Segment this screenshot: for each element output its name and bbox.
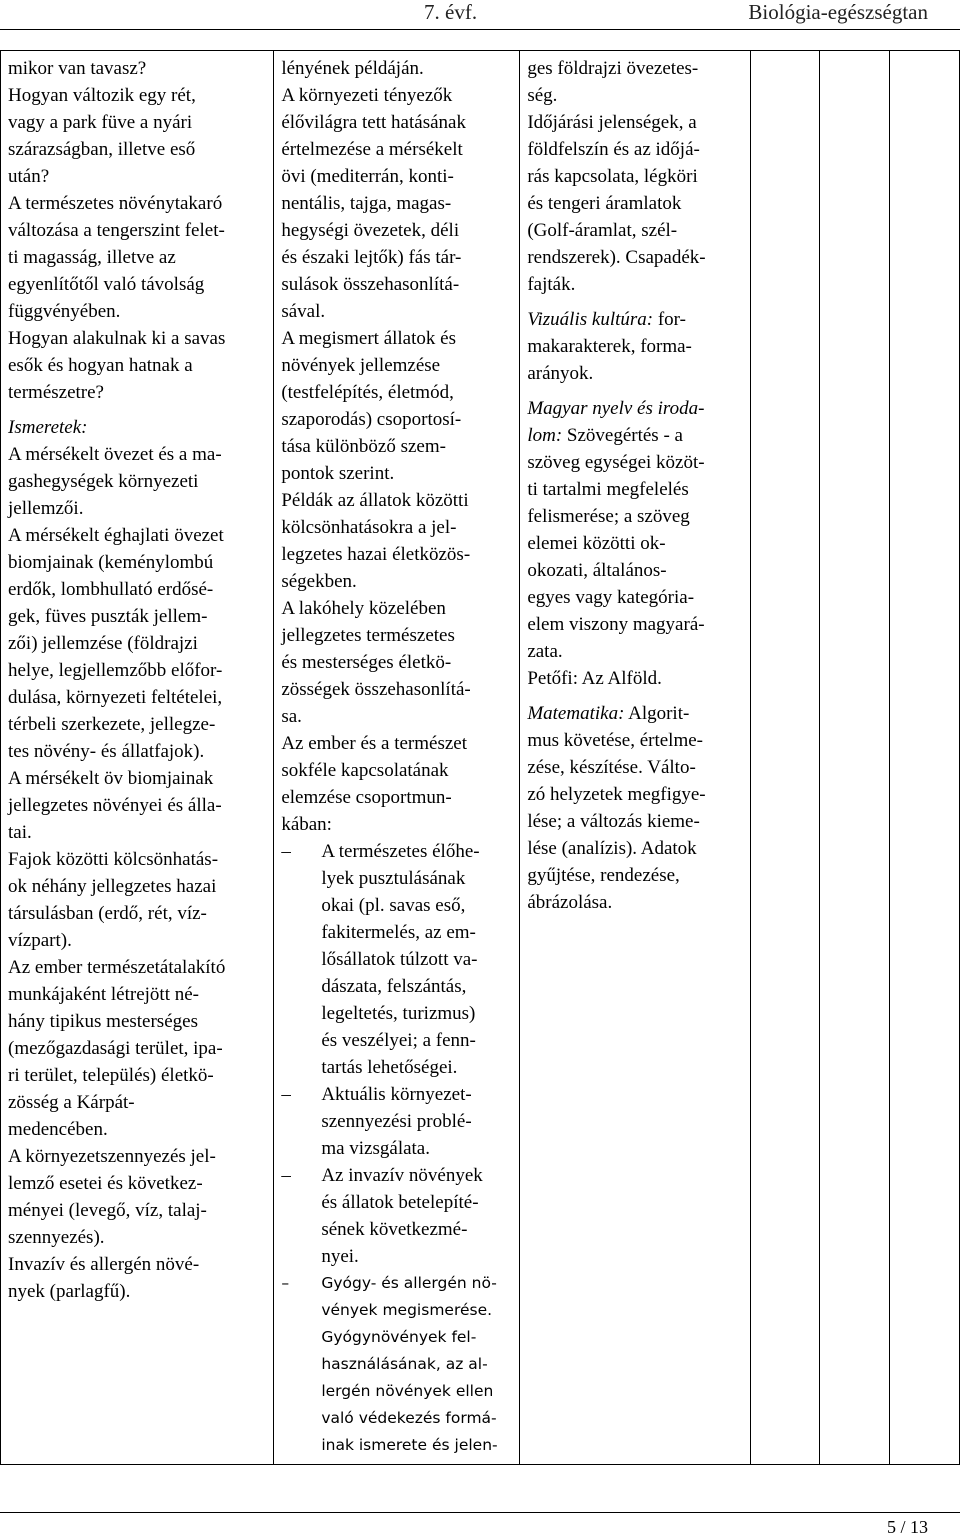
bullet-line: vények megismerése. [321, 1301, 493, 1319]
text-line: Invazív és allergén növé- [8, 1254, 200, 1275]
text-line: természetre? [8, 382, 104, 403]
text-line: A mérsékelt éghajlati övezet [8, 525, 224, 546]
text-line: A lakóhely közelében [281, 598, 446, 619]
text-line: Hogyan változik egy rét, [8, 85, 196, 106]
text-line: elemei közötti ok- [527, 533, 666, 554]
text-line: jellemzői. [8, 498, 84, 519]
text-line: gashegységek környezeti [8, 471, 199, 492]
bullet-line: legeltetés, turizmus) [321, 1003, 476, 1024]
text-line: lése; a változás kieme- [527, 811, 700, 832]
subject-label-magyar: Magyar nyelv és iroda- [527, 398, 705, 419]
bullet-line: lősállatok túlzott va- [321, 949, 478, 970]
bullet-line: szennyezési problé- [321, 1111, 472, 1132]
activities-column [274, 51, 520, 1465]
text-line: hány tipikus mesterséges [8, 1011, 198, 1032]
text-line: fajták. [527, 274, 576, 295]
bullet-line: lergén növények ellen [321, 1382, 494, 1400]
header-rule [0, 29, 960, 30]
text-line: Petőfi: Az Alföld. [527, 668, 662, 689]
text-line: Időjárási jelenségek, a [527, 112, 697, 133]
bullet-line: használásának, az al- [321, 1355, 488, 1373]
bullet-line: sének következmé- [321, 1219, 468, 1240]
text-line: szárazságban, illetve eső [8, 139, 196, 160]
text-line: földfelszín és az időjá- [527, 139, 700, 160]
footer-rule [0, 1512, 960, 1513]
connections-column [520, 51, 750, 1465]
table-row [1, 51, 960, 1465]
text-line: ges földrajzi övezetes- [527, 58, 699, 79]
text-line: szaporodás) csoportosí- [281, 409, 462, 430]
text-line: Fajok közötti kölcsönhatás- [8, 849, 219, 870]
text-line: vízpart). [8, 930, 72, 951]
text-line: for- [657, 309, 686, 330]
text-line: A természetes növénytakaró [8, 193, 223, 214]
text-line: nentális, tajga, magas- [281, 193, 452, 214]
bullet-line: és veszélyei; a fenn- [321, 1030, 476, 1051]
text-line: Példák az állatok közötti [281, 490, 469, 511]
text-line: A megismert állatok és [281, 328, 456, 349]
text-line: ti magasság, illetve az [8, 247, 176, 268]
page-header [0, 0, 960, 30]
text-line: tása különböző szem- [281, 436, 446, 457]
bullet-line: tartás lehetőségei. [321, 1057, 458, 1078]
text-line: jellegzetes természetes [281, 625, 455, 646]
subject-label-magyar-cont: lom: [527, 425, 563, 446]
text-line: ményei (levegő, víz, talaj- [8, 1200, 207, 1221]
text-line: sulások összehasonlítá- [281, 274, 460, 295]
text-line: változása a tengerszint felet- [8, 220, 225, 241]
text-line: (mezőgazdasági terület, ipa- [8, 1038, 223, 1059]
text-line: felismerése; a szöveg [527, 506, 690, 527]
text-line: ti tartalmi megfelelés [527, 479, 689, 500]
text-line: A mérsékelt öv biomjainak [8, 768, 214, 789]
text-line: kában: [281, 814, 332, 835]
text-line: vagy a park füve a nyári [8, 112, 193, 133]
text-line: A környezeti tényezők [281, 85, 453, 106]
empty-column-1 [750, 51, 820, 1465]
text-line: Algorit- [628, 703, 690, 724]
text-line: zó helyzetek megfigye- [527, 784, 706, 805]
text-line: szöveg egységei közöt- [527, 452, 705, 473]
bullet-line: Gyógynövények fel- [321, 1328, 477, 1346]
text-line: növények jellemzése [281, 355, 441, 376]
text-line: A környezetszennyezés jel- [8, 1146, 216, 1167]
text-line: lemző esetei és következ- [8, 1173, 203, 1194]
text-line: lényének példáján. [281, 58, 424, 79]
bullet-line: dászata, felszántás, [321, 976, 467, 997]
text-line: sa. [281, 706, 302, 727]
text-line: tes növény- és állatfajok). [8, 741, 205, 762]
bullet-line: való védekezés formá- [321, 1409, 497, 1427]
text-line: sával. [281, 301, 326, 322]
bullet-item: – Aktuális környezet- [281, 1081, 513, 1108]
section-heading-ismeretek: Ismeretek: [8, 417, 88, 438]
text-line: szennyezés). [8, 1227, 105, 1248]
text-line: és tengeri áramlatok [527, 193, 682, 214]
text-line: rás kapcsolata, légköri [527, 166, 698, 187]
text-line: értelmezése a mérsékelt [281, 139, 463, 160]
text-line: nyek (parlagfű). [8, 1281, 131, 1302]
text-line: Az ember és a természet [281, 733, 467, 754]
text-line: Szövegértés - a [566, 425, 683, 446]
text-line: hegységi övezetek, déli [281, 220, 460, 241]
text-line: biomjainak (keménylombú [8, 552, 214, 573]
bullet-line: ma vizsgálata. [321, 1138, 430, 1159]
text-line: tai. [8, 822, 32, 843]
text-line: élővilágra tett hatásának [281, 112, 466, 133]
text-line: zése, készítése. Válto- [527, 757, 696, 778]
questions-knowledge-column [1, 51, 274, 1465]
text-line: és mesterséges életkö- [281, 652, 452, 673]
text-line: elem viszony magyará- [527, 614, 705, 635]
header-subject: Biológia-egészségtan [748, 0, 928, 24]
text-line: elemzése csoportmun- [281, 787, 452, 808]
bullet-line: nyei. [321, 1246, 359, 1267]
text-line: mus követése, értelme- [527, 730, 703, 751]
text-line: gyűjtése, rendezése, [527, 865, 680, 886]
bullet-line: inak ismerete és jelen- [321, 1436, 498, 1454]
text-line: esők és hogyan hatnak a [8, 355, 193, 376]
text-line: pontok szerint. [281, 463, 395, 484]
bullet-line: okai (pl. savas eső, [321, 895, 466, 916]
text-line: (Golf-áramlat, szél- [527, 220, 678, 241]
bullet-line: lyek pusztulásának [321, 868, 466, 889]
text-line: sokféle kapcsolatának [281, 760, 449, 781]
bullet-item: – Gyógy- és allergén nö- [281, 1270, 513, 1297]
text-line: rendszerek). Csapadék- [527, 247, 706, 268]
text-line: legzetes hazai életközös- [281, 544, 471, 565]
text-line: egyes vagy kategória- [527, 587, 695, 608]
bullet-line: és állatok betelepíté- [321, 1192, 479, 1213]
page-number: 5 / 13 [886, 1517, 928, 1537]
empty-column-2 [820, 51, 890, 1465]
subject-label-vizualis: Vizuális kultúra: [527, 309, 654, 330]
subject-label-matematika: Matematika: [527, 703, 625, 724]
text-line: zösség a Kárpát- [8, 1092, 135, 1113]
text-line: függvényében. [8, 301, 121, 322]
text-line: munkájaként létrejött né- [8, 984, 199, 1005]
text-line: ségekben. [281, 571, 357, 592]
text-line: ség. [527, 85, 558, 106]
text-line: helye, legjellemzőbb előfor- [8, 660, 223, 681]
text-line: zata. [527, 641, 563, 662]
text-line: Az ember természetátalakító [8, 957, 226, 978]
text-line: kölcsönhatásokra a jel- [281, 517, 457, 538]
bullet-line: fakitermelés, az em- [321, 922, 476, 943]
text-line: okozati, általános- [527, 560, 667, 581]
header-grade: 7. évf. [424, 0, 478, 24]
empty-column-3 [890, 51, 960, 1465]
text-line: gek, füves puszták jellem- [8, 606, 208, 627]
text-line: zösségek összehasonlítá- [281, 679, 471, 700]
text-line: és északi lejtők) fás tár- [281, 247, 462, 268]
text-line: ábrázolása. [527, 892, 613, 913]
text-line: A mérsékelt övezet és a ma- [8, 444, 222, 465]
text-line: övi (mediterrán, konti- [281, 166, 454, 187]
text-line: ok néhány jellegzetes hazai [8, 876, 217, 897]
text-line: Hogyan alakulnak ki a savas [8, 328, 226, 349]
text-line: egyenlítőtől való távolság [8, 274, 205, 295]
text-line: zői) jellemzése (földrajzi [8, 633, 198, 654]
text-line: dulása, környezeti feltételei, [8, 687, 223, 708]
curriculum-table [0, 50, 960, 1465]
text-line: arányok. [527, 363, 594, 384]
text-line: makarakterek, forma- [527, 336, 692, 357]
text-line: (testfelépítés, életmód, [281, 382, 454, 403]
text-line: társulásban (erdő, rét, víz- [8, 903, 207, 924]
text-line: jellegzetes növényei és álla- [8, 795, 222, 816]
text-line: mikor van tavasz? [8, 58, 147, 79]
text-line: ri terület, település) életkö- [8, 1065, 214, 1086]
bullet-item: – Az invazív növények [281, 1162, 513, 1189]
bullet-item: – A természetes élőhe- [281, 838, 513, 865]
text-line: lése (analízis). Adatok [527, 838, 697, 859]
text-line: medencében. [8, 1119, 108, 1140]
text-line: erdők, lombhullató erdősé- [8, 579, 214, 600]
text-line: után? [8, 166, 50, 187]
text-line: térbeli szerkezete, jellegze- [8, 714, 216, 735]
